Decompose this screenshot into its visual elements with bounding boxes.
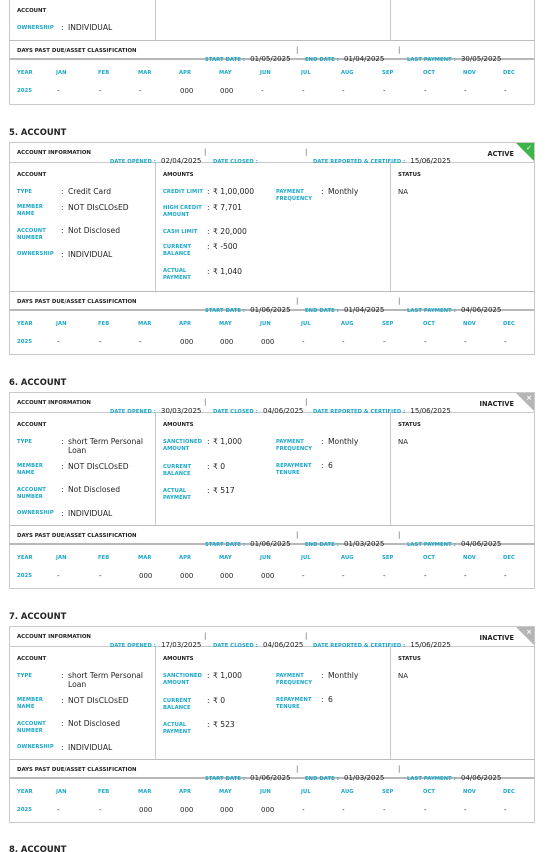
month-header: FEB [98,70,110,76]
account-number-label: ACCOUNT NUMBER [17,487,46,500]
month-value: - [99,572,102,580]
colon: : [207,462,210,471]
month-value: 000 [139,806,153,814]
month-header: NOV [463,789,476,795]
current-balance-label: CURRENT BALANCE [163,698,192,711]
start-date: START DATE : 01/06/2025 [205,774,291,782]
year-value: 2025 [17,573,33,579]
amounts-heading: AMOUNTS [163,422,194,428]
colon: : [321,461,324,470]
month-header: OCT [423,70,436,76]
month-value: 000 [180,572,194,580]
dpd-heading: DAYS PAST DUE/ASSET CLASSIFICATION [17,767,137,773]
month-header: OCT [423,321,436,327]
separator: | [305,148,308,156]
colon: : [61,671,64,680]
colon: : [61,485,64,494]
last-payment: LAST PAYMENT : 04/06/2025 [407,540,502,548]
colon: : [61,250,64,259]
colon: : [61,743,64,752]
member-value: NOT DIsCLOsED [68,203,129,212]
status-heading: STATUS [398,172,421,178]
account-6-card [9,392,535,589]
month-header: JAN [56,555,67,561]
status-badge: ACTIVE [487,150,514,158]
month-value: 000 [220,572,234,580]
actual-payment-value: ₹ 1,040 [213,267,242,276]
month-value: 000 [220,806,234,814]
colon: : [207,671,210,680]
actual-payment-label: ACTUAL PAYMENT [163,268,191,281]
colon: : [61,509,64,518]
last-payment: LAST PAYMENT : 04/06/2025 [407,306,502,314]
column-divider [155,0,156,40]
separator: | [296,297,299,305]
info-heading: ACCOUNT INFORMATION [17,634,91,640]
sanctioned-value: ₹ 1,000 [213,437,242,446]
payment-frequency-value: Monthly [328,671,359,680]
date-reported: DATE REPORTED & CERTIFIED : 15/06/2025 [313,157,451,165]
payment-frequency-label: PAYMENT FREQUENCY [276,673,313,686]
colon: : [207,437,210,446]
member-value: NOT DIsCLOsED [68,696,129,705]
month-value: - [302,338,305,346]
column-divider [155,647,156,759]
account-heading: ACCOUNT [17,422,47,428]
separator: | [305,632,308,640]
date-reported: DATE REPORTED & CERTIFIED : 15/06/2025 [313,641,451,649]
month-value: 000 [180,338,194,346]
colon: : [321,671,324,680]
cash-limit-value: ₹ 20,000 [213,227,247,236]
separator: | [398,531,401,539]
year-header: YEAR [17,321,33,327]
account-number-label: ACCOUNT NUMBER [17,228,46,241]
colon: : [61,696,64,705]
start-date: START DATE : 01/06/2025 [205,306,291,314]
month-value: - [383,572,386,580]
account-5-title: 5. ACCOUNT [9,127,67,137]
current-balance-value: ₹ 0 [213,696,226,705]
month-value: - [504,572,507,580]
inactive-close-icon: × [516,627,534,645]
payment-frequency-label: PAYMENT FREQUENCY [276,439,313,452]
month-value: - [139,87,142,95]
column-divider [155,413,156,525]
status-badge: INACTIVE [479,634,514,642]
month-header: AUG [341,321,354,327]
column-divider [390,163,391,291]
date-reported: DATE REPORTED & CERTIFIED : 15/06/2025 [313,407,451,415]
colon: : [321,187,324,196]
account-number-label: ACCOUNT NUMBER [17,721,46,734]
colon: : [207,227,210,236]
month-value: - [57,572,60,580]
month-value: - [464,572,467,580]
separator: | [305,398,308,406]
account-7-card [9,626,535,823]
colon: : [61,437,64,446]
month-grid [10,546,534,588]
account-7-title: 7. ACCOUNT [9,611,67,621]
month-header: AUG [341,555,354,561]
month-value: - [342,806,345,814]
month-header: FEB [98,789,110,795]
month-header: FEB [98,555,110,561]
active-check-icon: ✓ [516,143,534,161]
month-header: DEC [503,70,515,76]
month-value: 000 [220,87,234,95]
end-date: END DATE : 01/03/2025 [305,774,385,782]
month-header: JUL [301,70,311,76]
month-value: - [99,338,102,346]
last-payment: LAST PAYMENT : 30/05/2025 [407,55,502,63]
type-label: TYPE [17,189,33,195]
separator: | [398,297,401,305]
month-header: JUN [260,321,271,327]
month-value: - [504,806,507,814]
cash-limit-label: CASH LIMIT [163,229,198,235]
month-header: MAY [219,321,232,327]
month-value: - [504,87,507,95]
dpd-bar [10,759,534,782]
month-value: - [57,87,60,95]
month-header: JUL [301,321,311,327]
month-header: SEP [382,555,394,561]
month-header: FEB [98,321,110,327]
month-value: - [424,338,427,346]
colon: : [61,187,64,196]
ownership-value: INDIVIDUAL [68,509,113,518]
account-number-value: Not Disclosed [68,719,121,728]
dpd-heading: DAYS PAST DUE/ASSET CLASSIFICATION [17,299,137,305]
separator: | [296,531,299,539]
month-grid [10,61,534,103]
member-label: MEMBER NAME [17,697,43,710]
status-value: NA [398,438,409,446]
month-value: - [464,87,467,95]
month-value: - [464,338,467,346]
sanctioned-label: SANCTIONED AMOUNT [163,439,202,452]
month-value: - [57,806,60,814]
column-divider [390,647,391,759]
status-heading: STATUS [398,422,421,428]
month-grid [10,780,534,822]
month-value: - [383,806,386,814]
month-header: MAR [138,555,152,561]
credit-limit-label: CREDIT LIMIT [163,189,203,195]
date-closed: DATE CLOSED : [213,159,258,165]
month-header: AUG [341,789,354,795]
month-header: MAY [219,70,232,76]
year-value: 2025 [17,339,33,345]
month-header: JAN [56,789,67,795]
account-5-card [9,142,535,355]
type-value: short Term Personal Loan [68,671,144,689]
actual-payment-value: ₹ 517 [213,486,235,495]
colon: : [61,719,64,728]
month-header: NOV [463,321,476,327]
month-header: JUN [260,789,271,795]
month-header: APR [179,555,192,561]
start-date: START DATE : 01/06/2025 [205,540,291,548]
status-value: NA [398,188,409,196]
colon: : [207,187,210,196]
colon: : [207,696,210,705]
sanctioned-value: ₹ 1,000 [213,671,242,680]
month-header: MAR [138,70,152,76]
ownership-value: INDIVIDUAL [68,743,113,752]
month-value: - [342,87,345,95]
ownership-value: INDIVIDUAL [68,23,113,32]
end-date: END DATE : 01/03/2025 [305,540,385,548]
actual-payment-label: ACTUAL PAYMENT [163,722,191,735]
member-value: NOT DIsCLOsED [68,462,129,471]
dpd-bar [10,525,534,548]
colon: : [207,267,210,276]
month-value: 000 [220,338,234,346]
separator: | [204,398,207,406]
month-value: - [302,806,305,814]
year-header: YEAR [17,70,33,76]
month-grid [10,312,534,354]
end-date: END DATE : 01/04/2025 [305,55,385,63]
month-header: MAY [219,555,232,561]
month-header: JUL [301,555,311,561]
year-value: 2025 [17,807,33,813]
ownership-label: OWNERSHIP [17,25,54,31]
month-header: APR [179,789,192,795]
colon: : [61,462,64,471]
colon: : [207,720,210,729]
year-header: YEAR [17,789,33,795]
ownership-label: OWNERSHIP [17,744,54,750]
ownership-label: OWNERSHIP [17,251,54,257]
dpd-heading: DAYS PAST DUE/ASSET CLASSIFICATION [17,48,137,54]
repayment-tenure-value: 6 [328,461,333,470]
month-header: JUN [260,555,271,561]
last-payment: LAST PAYMENT : 04/06/2025 [407,774,502,782]
month-value: - [504,338,507,346]
month-value: - [342,572,345,580]
month-header: JAN [56,321,67,327]
month-value: - [57,338,60,346]
account-number-value: Not Disclosed [68,485,121,494]
actual-payment-value: ₹ 523 [213,720,235,729]
month-header: NOV [463,555,476,561]
info-heading: ACCOUNT INFORMATION [17,400,91,406]
month-header: SEP [382,789,394,795]
month-header: DEC [503,321,515,327]
separator: | [296,765,299,773]
separator: | [296,46,299,54]
month-value: 000 [261,806,275,814]
month-value: 000 [139,572,153,580]
type-value: Credit Card [68,187,112,196]
month-header: DEC [503,555,515,561]
month-header: MAR [138,789,152,795]
colon: : [61,203,64,212]
account-number-value: Not Disclosed [68,226,121,235]
colon: : [207,203,210,212]
month-header: MAR [138,321,152,327]
dpd-bar [10,291,534,314]
payment-frequency-value: Monthly [328,187,359,196]
repayment-tenure-label: REPAYMENT TENURE [276,463,312,476]
info-heading: ACCOUNT INFORMATION [17,150,91,156]
month-value: - [302,572,305,580]
year-header: YEAR [17,555,33,561]
high-credit-label: HIGH CREDIT AMOUNT [163,205,202,218]
month-value: - [424,87,427,95]
month-header: AUG [341,70,354,76]
date-closed: DATE CLOSED : 04/06/2025 [213,407,304,415]
month-value: - [424,572,427,580]
month-value: 000 [261,572,275,580]
month-header: JAN [56,70,67,76]
end-date: END DATE : 01/04/2025 [305,306,385,314]
month-value: - [261,87,264,95]
separator: | [204,148,207,156]
account-heading: ACCOUNT [17,8,47,14]
amounts-heading: AMOUNTS [163,172,194,178]
column-divider [390,413,391,525]
amounts-heading: AMOUNTS [163,656,194,662]
separator: | [398,765,401,773]
info-bar [10,627,534,647]
month-header: JUL [301,789,311,795]
status-badge: INACTIVE [479,400,514,408]
current-balance-label: CURRENT BALANCE [163,464,192,477]
info-bar [10,393,534,413]
current-balance-value: ₹ 0 [213,462,226,471]
month-value: 000 [180,806,194,814]
month-value: - [139,338,142,346]
column-divider [155,163,156,291]
actual-payment-label: ACTUAL PAYMENT [163,488,191,501]
date-closed: DATE CLOSED : 04/06/2025 [213,641,304,649]
info-bar [10,143,534,163]
month-value: - [99,87,102,95]
dpd-heading: DAYS PAST DUE/ASSET CLASSIFICATION [17,533,137,539]
colon: : [321,695,324,704]
payment-frequency-label: PAYMENT FREQUENCY [276,189,313,202]
repayment-tenure-label: REPAYMENT TENURE [276,697,312,710]
colon: : [207,242,210,251]
month-header: NOV [463,70,476,76]
month-header: OCT [423,555,436,561]
colon: : [321,437,324,446]
month-header: OCT [423,789,436,795]
month-value: - [383,87,386,95]
date-opened: DATE OPENED : 30/03/2025 [110,407,202,415]
ownership-colon: : [61,23,64,32]
account-6-title: 6. ACCOUNT [9,377,67,387]
separator: | [204,632,207,640]
type-value: short Term Personal Loan [68,437,144,455]
type-label: TYPE [17,673,33,679]
ownership-value: INDIVIDUAL [68,250,113,259]
month-value: - [302,87,305,95]
sanctioned-label: SANCTIONED AMOUNT [163,673,202,686]
month-header: SEP [382,321,394,327]
member-label: MEMBER NAME [17,463,43,476]
member-label: MEMBER NAME [17,204,43,217]
type-label: TYPE [17,439,33,445]
inactive-close-icon: × [516,393,534,411]
status-value: NA [398,672,409,680]
year-value: 2025 [17,88,33,94]
ownership-label: OWNERSHIP [17,510,54,516]
month-value: 000 [180,87,194,95]
account-4-card [9,0,535,105]
month-header: DEC [503,789,515,795]
start-date: START DATE : 01/05/2025 [205,55,291,63]
dpd-bar [10,40,534,63]
date-opened: DATE OPENED : 17/03/2025 [110,641,202,649]
current-balance-label: CURRENT BALANCE [163,244,192,257]
month-header: APR [179,321,192,327]
high-credit-value: ₹ 7,701 [213,203,242,212]
account-8-title: 8. ACCOUNT [9,844,67,852]
payment-frequency-value: Monthly [328,437,359,446]
account-heading: ACCOUNT [17,656,47,662]
month-header: JUN [260,70,271,76]
colon: : [61,226,64,235]
credit-limit-value: ₹ 1,00,000 [213,187,255,196]
separator: | [398,46,401,54]
colon: : [207,486,210,495]
month-value: - [424,806,427,814]
month-value: - [342,338,345,346]
month-value: - [383,338,386,346]
column-divider [390,0,391,40]
account-heading: ACCOUNT [17,172,47,178]
status-heading: STATUS [398,656,421,662]
month-header: APR [179,70,192,76]
month-value: - [99,806,102,814]
repayment-tenure-value: 6 [328,695,333,704]
current-balance-value: ₹ -500 [213,242,238,251]
month-header: MAY [219,789,232,795]
month-header: SEP [382,70,394,76]
month-value: 000 [261,338,275,346]
date-opened: DATE OPENED : 02/04/2025 [110,157,202,165]
month-value: - [464,806,467,814]
